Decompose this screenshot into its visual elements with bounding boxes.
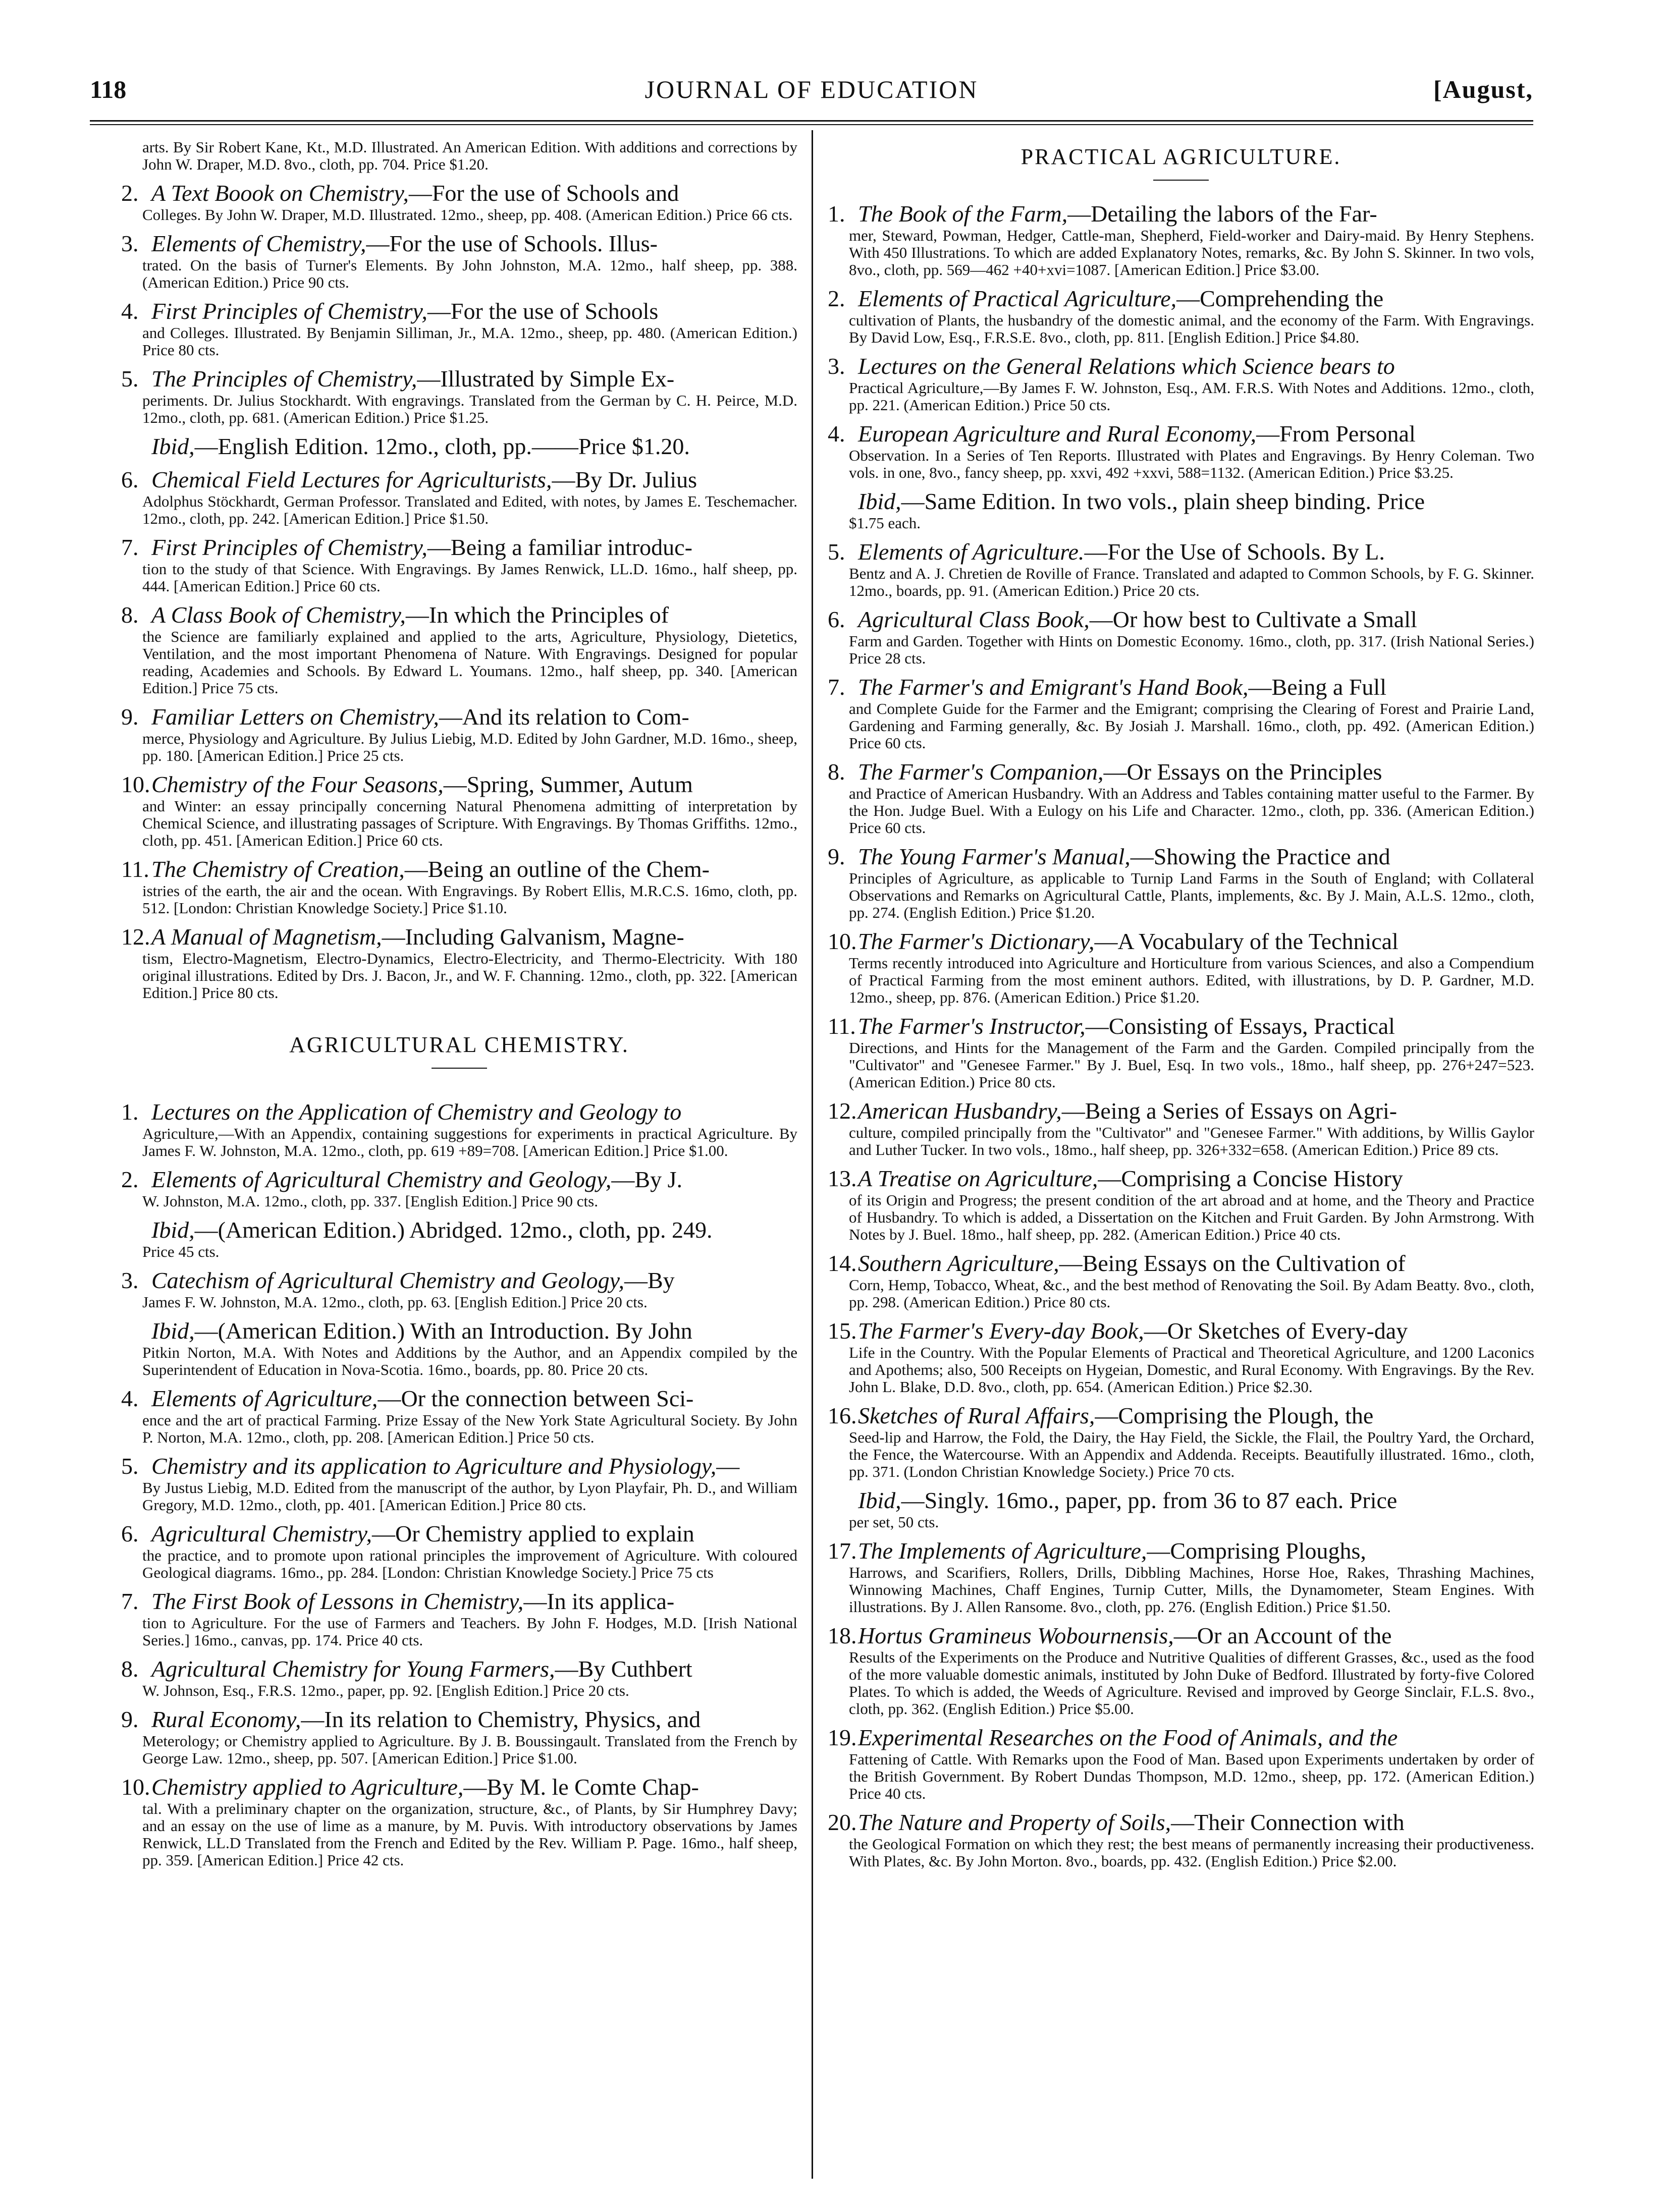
section-rule — [432, 1068, 487, 1069]
entry-number: 5. — [828, 539, 845, 565]
entry-title: First Principles of Chemistry, — [151, 534, 427, 560]
entry-headline — [828, 1403, 1534, 1429]
entry-title: The Farmer's Instructor, — [858, 1013, 1086, 1039]
book-entry — [828, 606, 1534, 667]
entry-title: The Farmer's and Emigrant's Hand Book, — [858, 674, 1249, 700]
entry-title: The Nature and Property of Soils, — [858, 1809, 1171, 1835]
book-entry — [121, 366, 797, 426]
book-entry — [121, 231, 797, 291]
entry-lead: —From Personal — [1256, 421, 1416, 447]
entry-detail: periments. Dr. Julius Stockhardt. With engravings. Translated from the German by C. H. Peirce, M.D. 12mo., cloth, pp. 681. (American Edition.) Price $1.25. — [142, 392, 797, 426]
book-entry — [121, 1521, 797, 1581]
entry-detail: trated. On the basis of Turner's Elements. By John Johnston, M.A. 12mo., half sheep, pp. 388. (American Edition.) Price 90 cts. — [142, 256, 797, 291]
entry-number: 19. — [828, 1725, 857, 1750]
entry-lead: —Comprising the Plough, the — [1095, 1403, 1374, 1428]
entry-headline — [828, 286, 1534, 312]
entry-title: Chemistry and its application to Agriculture and Physiology, — [151, 1453, 717, 1479]
entry-title: The Farmer's Dictionary, — [858, 928, 1095, 954]
book-entry — [828, 1725, 1534, 1802]
entry-lead: —Being Essays on the Cultivation of — [1059, 1250, 1406, 1276]
book-entry — [828, 1403, 1534, 1480]
entry-lead: —Comprising a Concise History — [1098, 1166, 1403, 1191]
entry-lead: —Detailing the labors of the Far- — [1067, 201, 1377, 227]
continued-entry: arts. By Sir Robert Kane, Kt., M.D. Illustrated. An American Edition. With additions and corrections by John W. Draper, M.D. 8vo., cloth, pp. 704. Price $1.20. — [142, 138, 797, 173]
entry-headline — [828, 606, 1534, 633]
header-rule — [90, 120, 1533, 122]
entry-title: Rural Economy, — [151, 1706, 301, 1732]
entry-title: Elements of Agriculture, — [151, 1386, 378, 1411]
entry-headline — [828, 1725, 1534, 1751]
entry-lead: —Or an Account of the — [1173, 1623, 1392, 1648]
entry-headline — [828, 928, 1534, 955]
entry-title: Hortus Gramineus Wobournensis, — [858, 1623, 1174, 1648]
entry-headline — [828, 1098, 1534, 1124]
entry-number: 7. — [121, 1588, 139, 1614]
entry-detail: Pitkin Norton, M.A. With Notes and Additions by the Author, and an Appendix compiled by the Superintendent of Education in Nova-Scotia. 16mo., boards, pp. 80. Price 20 cts. — [142, 1344, 797, 1378]
entry-lead: —(American Edition.) Abridged. 12mo., cloth, pp. 249. — [194, 1217, 713, 1243]
entry-headline — [828, 353, 1534, 379]
entry-number: 8. — [121, 602, 139, 628]
journal-title: JOURNAL OF EDUCATION — [644, 75, 979, 103]
entry-detail: Bentz and A. J. Chretien de Roville of France. Translated and adapted to Common Schools, by F. G. Skinner. 12mo., boards, pp. 91. (American Edition.) Price 20 cts. — [849, 565, 1534, 599]
page-header — [90, 75, 1533, 120]
book-entry — [121, 180, 797, 224]
entry-title: Agricultural Class Book, — [858, 606, 1090, 632]
agricultural-chemistry-list — [121, 1099, 797, 1869]
book-entry — [828, 539, 1534, 599]
entry-detail: tal. With a preliminary chapter on the organization, structure, &c., of Plants, by Sir Humphrey Davy; and an essay on the use of lime as a manure, by M. Puvis. With introductory observations by James Renwick, LL.D Translated from the French and Edited by the Rev. William P. Page. 16mo., half sheep, pp. 359. [American Edition.] Price 42 cts. — [142, 1800, 797, 1869]
book-entry — [828, 1487, 1534, 1531]
entry-lead: —Or Essays on the Principles — [1103, 759, 1382, 785]
entry-number: 18. — [828, 1623, 857, 1648]
entry-number: 2. — [828, 286, 845, 311]
entry-number: 3. — [828, 353, 845, 379]
entry-headline — [121, 180, 797, 206]
entry-headline — [121, 771, 797, 798]
entry-lead: —By — [624, 1267, 675, 1293]
entry-title: First Principles of Chemistry, — [151, 298, 427, 324]
entry-detail: Corn, Hemp, Tobacco, Wheat, &c., and the best method of Renovating the Soil. By Adam Beatty. 8vo., cloth, pp. 298. (American Edition.) Price 80 cts. — [849, 1276, 1534, 1311]
entry-number: 20. — [828, 1809, 857, 1835]
entry-headline — [828, 1538, 1534, 1564]
entry-detail: W. Johnson, Esq., F.R.S. 12mo., paper, pp. 92. [English Edition.] Price 20 cts. — [142, 1682, 629, 1699]
entry-lead: —For the use of Schools — [427, 298, 659, 324]
entry-title: Chemical Field Lectures for Agriculturists, — [151, 467, 552, 492]
entry-number: 7. — [121, 534, 139, 560]
entry-title: Familiar Letters on Chemistry, — [151, 704, 439, 730]
entry-detail: Colleges. By John W. Draper, M.D. Illustrated. 12mo., sheep, pp. 408. (American Edition.) Price 66 cts. — [142, 206, 793, 224]
entry-lead: —For the Use of Schools. By L. — [1084, 539, 1385, 565]
entry-number: 12. — [828, 1098, 857, 1124]
entry-title: European Agriculture and Rural Economy, — [858, 421, 1257, 447]
left-column — [121, 139, 797, 1876]
book-entry — [828, 421, 1534, 481]
entry-detail: and Colleges. Illustrated. By Benjamin Silliman, Jr., M.A. 12mo., sheep, pp. 480. (American Edition.) Price 80 cts. — [142, 324, 797, 359]
entry-lead: —Or Sketches of Every-day — [1144, 1318, 1408, 1344]
entry-number: 3. — [121, 1267, 139, 1293]
entry-lead: —By Dr. Julius — [552, 467, 697, 492]
book-entry — [121, 1167, 797, 1210]
entry-title: Southern Agriculture, — [858, 1250, 1059, 1276]
entry-detail: per set, 50 cts. — [849, 1513, 939, 1531]
entry-lead: —Or Chemistry applied to explain — [372, 1521, 694, 1546]
book-entry — [828, 674, 1534, 752]
entry-detail: of its Origin and Progress; the present condition of the art abroad and at home, and the Theory and Practice of Husbandry. To which is added, a Dissertation on the Kitchen and Fruit Garden. By John Armstrong. With Notes by J. Buel. 18mo., half sheep, pp. 282. (American Edition.) Price 40 cts. — [849, 1191, 1534, 1243]
entry-headline — [121, 298, 797, 324]
entry-headline — [121, 467, 797, 493]
entry-lead: —For the use of Schools. Illus- — [366, 231, 658, 256]
book-entry — [828, 1809, 1534, 1870]
entry-title: Chemistry applied to Agriculture, — [151, 1774, 464, 1800]
entry-number: 15. — [828, 1318, 857, 1344]
entry-detail: Harrows, and Scarifiers, Rollers, Drills, Dibbling Machines, Horse Hoe, Rakes, Thrashing Machines, Winnowing Machines, Chaff Engines, Turnip Cutter, Mills, the Dynamometer, Steam Engines. With illustrations. By J. Allen Ransome. 8vo., cloth, pp. 276. (English Edition.) Price $1.50. — [849, 1564, 1534, 1616]
entry-headline — [828, 674, 1534, 700]
entry-lead: —In which the Principles of — [405, 602, 669, 628]
entry-number: 6. — [121, 467, 139, 492]
book-entry — [828, 1623, 1534, 1718]
entry-headline — [121, 1774, 797, 1800]
entry-detail: Observation. In a Series of Ten Reports. Illustrated with Plates and Engravings. By Henry Coleman. Two vols. in one, 8vo., fancy sheep, pp. xxvi, 492 +xxvi, 588=1132. (American Edition.) Price $3.25. — [849, 447, 1534, 481]
entry-title: A Text Boook on Chemistry, — [151, 180, 409, 206]
entry-title: Chemistry of the Four Seasons, — [151, 771, 444, 797]
entry-title: Experimental Researches on the Food of Animals, and the — [858, 1725, 1398, 1750]
entry-number: 14. — [828, 1250, 857, 1276]
entry-number: 9. — [121, 704, 139, 730]
entry-number: 5. — [121, 366, 139, 392]
entry-title: Ibid, — [858, 1487, 901, 1513]
book-entry — [121, 1318, 797, 1378]
entry-number: 2. — [121, 180, 139, 206]
entry-headline — [828, 1487, 1534, 1514]
book-entry — [121, 602, 797, 697]
book-entry — [121, 1588, 797, 1649]
entry-lead: —Comprehending the — [1176, 286, 1384, 311]
entry-number: 8. — [828, 759, 845, 785]
entry-number: 8. — [121, 1656, 139, 1682]
book-entry — [121, 298, 797, 359]
entry-headline — [828, 488, 1534, 515]
entry-lead: —For the use of Schools and — [408, 180, 679, 206]
entry-number: 4. — [828, 421, 845, 447]
book-entry — [828, 1166, 1534, 1243]
book-entry — [828, 759, 1534, 837]
entry-lead: —By Cuthbert — [555, 1656, 692, 1682]
entry-detail: the practice, and to promote upon rational principles the improvement of Agriculture. With coloured Geological diagrams. 16mo., pp. 284. [London: Christian Knowledge Society.] Price 75 cts — [142, 1546, 797, 1581]
entry-detail: $1.75 each. — [849, 514, 921, 532]
entry-number: 4. — [121, 1386, 139, 1411]
entry-detail: James F. W. Johnston, M.A. 12mo., cloth, pp. 63. [English Edition.] Price 20 cts. — [142, 1293, 648, 1311]
book-entry — [121, 1217, 797, 1260]
book-entry — [121, 1386, 797, 1446]
entry-number: 7. — [828, 674, 845, 700]
entry-title: The Farmer's Every-day Book, — [858, 1318, 1144, 1344]
entry-lead: —In its applica- — [523, 1588, 675, 1614]
right-column — [828, 139, 1534, 1877]
book-entry — [121, 433, 797, 460]
entry-lead: —Consisting of Essays, Practical — [1085, 1013, 1395, 1039]
entry-headline — [828, 1318, 1534, 1344]
book-entry — [121, 467, 797, 527]
book-entry — [121, 1656, 797, 1699]
entry-title: The Farmer's Companion, — [858, 759, 1104, 785]
entry-number: 10. — [828, 928, 857, 954]
entry-lead: —Singly. 16mo., paper, pp. from 36 to 87 each. Price — [901, 1487, 1398, 1513]
entry-headline — [121, 366, 797, 392]
section-heading-agricultural-chemistry: AGRICULTURAL CHEMISTRY. — [289, 1032, 629, 1057]
book-entry — [121, 771, 797, 849]
entry-title: The Young Farmer's Manual, — [858, 844, 1131, 869]
entry-detail: W. Johnston, M.A. 12mo., cloth, pp. 337. [English Edition.] Price 90 cts. — [142, 1192, 598, 1210]
entry-detail: and Practice of American Husbandry. With an Address and Tables containing matter useful to the Farmer. By the Hon. Judge Buel. With a Eulogy on his Life and Character. 12mo., cloth, pp. 336. (American Edition.) Price 60 cts. — [849, 785, 1534, 837]
entry-lead: —Being a familiar introduc- — [427, 534, 692, 560]
entry-headline — [121, 1167, 797, 1193]
entry-lead: —By J. — [611, 1167, 682, 1192]
book-entry — [828, 353, 1534, 414]
entry-lead: — — [716, 1453, 740, 1479]
entry-title: The Chemistry of Creation, — [151, 856, 405, 882]
entry-title: The Principles of Chemistry, — [151, 366, 417, 392]
entry-detail: Farm and Garden. Together with Hints on Domestic Economy. 16mo., cloth, pp. 317. (Irish National Series.) Price 28 cts. — [849, 632, 1534, 667]
book-entry — [121, 534, 797, 595]
entry-number: 16. — [828, 1403, 857, 1428]
entry-detail: Price 45 cts. — [142, 1243, 220, 1260]
entry-number: 1. — [121, 1099, 139, 1125]
entry-detail: tion to the study of that Science. With Engravings. By James Renwick, LL.D. 16mo., half sheep, pp. 444. [American Edition.] Price 60 cts. — [142, 560, 797, 595]
entry-number: 2. — [121, 1167, 139, 1192]
entry-title: A Treatise on Agriculture, — [858, 1166, 1098, 1191]
entry-title: Sketches of Rural Affairs, — [858, 1403, 1095, 1428]
entry-number: 4. — [121, 298, 139, 324]
entry-lead: —Being a Series of Essays on Agri- — [1061, 1098, 1398, 1124]
entry-headline — [121, 1706, 797, 1733]
entry-number: 11. — [828, 1013, 856, 1039]
book-entry — [121, 1099, 797, 1159]
entry-detail: Directions, and Hints for the Management of the Farm and the Garden. Compiled principally from the "Cultivator" and "Genesee Farmer." By J. Buel, Esq. In two vols., 18mo., half sheep, pp. 276+247=523. (American Edition.) Price 80 cts. — [849, 1039, 1534, 1091]
entry-title: Lectures on the Application of Chemistry and Geology to — [151, 1099, 682, 1125]
entry-lead: —Being an outline of the Chem- — [404, 856, 710, 882]
entry-number: 3. — [121, 231, 139, 256]
entry-detail: By Justus Liebig, M.D. Edited from the manuscript of the author, by Lyon Playfair, Ph. D., and William Gregory, M.D. 12mo., cloth, pp. 401. [American Edition.] Price 80 cts. — [142, 1479, 797, 1514]
entry-title: Lectures on the General Relations which Science bears to — [858, 353, 1395, 379]
entry-detail: Results of the Experiments on the Produce and Nutritive Qualities of different Grasses, &c., used as the food of the more valuable domestic animals, instituted by John Duke of Bedford. Illustrated by forty-five Colored Plates. To which is added, the Weeds of Agriculture. Revised and improved by George Sinclair, F.L.S. 8vo., cloth, pp. 362. (English Edition.) Price $5.00. — [849, 1648, 1534, 1718]
entry-headline — [121, 704, 797, 730]
entry-number: 6. — [828, 606, 845, 632]
entry-detail: istries of the earth, the air and the ocean. With Engravings. By Robert Ellis, M.R.C.S. 16mo, cloth, pp. 512. [London: Christian Knowledge Society.] Price $1.10. — [142, 882, 797, 917]
entry-detail: the Science are familiarly explained and applied to the arts, Agriculture, Physiology, Dietetics, Ventilation, and the most important Phenomena of Nature. With Engravings. Designed for popular reading, Academies and Schools. By Edward L. Youmans. 12mo., half sheep, pp. 340. [American Edition.] Price 75 cts. — [142, 628, 797, 697]
entry-title: Ibid, — [858, 488, 901, 514]
entry-lead: —By M. le Comte Chap- — [463, 1774, 699, 1800]
entry-number: 1. — [828, 201, 845, 227]
entry-lead: —Being a Full — [1248, 674, 1386, 700]
book-entry — [121, 704, 797, 764]
entry-number: 11. — [121, 856, 149, 882]
entry-detail: Adolphus Stöckhardt, German Professor. Translated and Edited, with notes, by James E. Teschemacher. 12mo., cloth, pp. 242. [American Edition.] Price $1.50. — [142, 492, 797, 527]
entry-title: Elements of Agriculture. — [858, 539, 1085, 565]
entry-lead: —A Vocabulary of the Technical — [1094, 928, 1399, 954]
entry-detail: the Geological Formation on which they rest; the best means of permanently increasing their productiveness. With Plates, &c. By John Morton. 8vo., boards, pp. 432. (English Edition.) Price $2.00. — [849, 1835, 1534, 1870]
entry-lead: —English Edition. 12mo., cloth, pp.——Price $1.20. — [194, 433, 690, 459]
entry-title: The Implements of Agriculture, — [858, 1538, 1147, 1564]
entry-headline — [121, 1217, 797, 1243]
entry-detail: Fattening of Cattle. With Remarks upon the Food of Man. Based upon Experiments undertaken by order of the British Government. By Robert Dundas Thompson, M.D. 12mo., sheep, pp. 172. (American Edition.) Price 40 cts. — [849, 1750, 1534, 1802]
book-entry — [828, 1250, 1534, 1311]
entry-lead: —Or how best to Cultivate a Small — [1089, 606, 1417, 632]
entry-number: 12. — [121, 924, 150, 950]
entry-detail: and Complete Guide for the Farmer and the Emigrant; comprising the Clearing of Forest and Prairie Land, Gardening and Farming generally, &c. By Josiah J. Marshall. 16mo., cloth, pp. 492. (American Edition.) Price 60 cts. — [849, 700, 1534, 752]
entry-number: 5. — [121, 1453, 139, 1479]
entry-number: 17. — [828, 1538, 857, 1564]
entry-title: Agricultural Chemistry for Young Farmers, — [151, 1656, 555, 1682]
entry-number: 10. — [121, 771, 150, 797]
entry-title: Ibid, — [151, 1217, 195, 1243]
entry-title: The Book of the Farm, — [858, 201, 1068, 227]
book-entry — [828, 1538, 1534, 1616]
entry-headline — [828, 844, 1534, 870]
entry-headline — [121, 231, 797, 257]
entry-lead: —In its relation to Chemistry, Physics, and — [301, 1706, 701, 1732]
entry-lead: —Or the connection between Sci- — [378, 1386, 694, 1411]
entry-detail: merce, Physiology and Agriculture. By Julius Liebig, M.D. Edited by John Gardner, M.D. 16mo., sheep, pp. 180. [American Edition.] Price 25 cts. — [142, 730, 797, 764]
entry-detail: Meterology; or Chemistry applied to Agriculture. By J. B. Boussingault. Translated from the French by George Law. 12mo., sheep, pp. 507. [American Edition.] Price $1.00. — [142, 1732, 797, 1767]
book-entry — [121, 1453, 797, 1514]
entry-lead: —Illustrated by Simple Ex- — [417, 366, 675, 392]
entry-detail: Seed-lip and Harrow, the Fold, the Dairy, the Hay Field, the Sickle, the Flail, the Poultry Yard, the Orchard, the Fence, the Watercourse. With an Appendix and Addenda. Receipts. Beautifully illustrated. 16mo., cloth, pp. 371. (London Christian Knowledge Society.) Price 70 cts. — [849, 1428, 1534, 1480]
entry-headline — [828, 1250, 1534, 1277]
entry-headline — [121, 1453, 797, 1479]
entry-headline — [828, 1166, 1534, 1192]
section-rule — [1153, 180, 1209, 181]
entry-headline — [121, 1318, 797, 1344]
entry-title: Elements of Practical Agriculture, — [858, 286, 1177, 311]
entry-headline — [828, 539, 1534, 565]
book-entry — [121, 1267, 797, 1311]
entry-title: The First Book of Lessons in Chemistry, — [151, 1588, 524, 1614]
issue-month: [August, — [1433, 75, 1533, 103]
entry-lead: —(American Edition.) With an Introduction. By John — [194, 1318, 692, 1344]
entry-number: 9. — [121, 1706, 139, 1732]
entry-headline — [121, 1099, 797, 1125]
book-entry — [828, 1098, 1534, 1158]
entry-title: A Manual of Magnetism, — [151, 924, 382, 950]
entry-headline — [121, 534, 797, 561]
book-entry — [121, 1706, 797, 1767]
entry-number: 6. — [121, 1521, 139, 1546]
entry-headline — [121, 1386, 797, 1412]
entry-title: Ibid, — [151, 1318, 195, 1344]
book-entry — [828, 286, 1534, 346]
entry-detail: Agriculture,—With an Appendix, containing suggestions for experiments in practical Agriculture. By James F. W. Johnston, M.A. 12mo., cloth, pp. 619 +89=708. [American Edition.] Price $1.00. — [142, 1125, 797, 1159]
entry-headline — [121, 1656, 797, 1682]
entry-detail: Practical Agriculture,—By James F. W. Johnston, Esq., AM. F.R.S. With Notes and Additions. 12mo., cloth, pp. 221. (American Edition.) Price 50 cts. — [849, 379, 1534, 414]
entry-title: A Class Book of Chemistry, — [151, 602, 406, 628]
entry-detail: tion to Agriculture. For the use of Farmers and Teachers. By John F. Hodges, M.D. [Irish National Series.] 16mo., canvas, pp. 174. Price 40 cts. — [142, 1614, 797, 1649]
entry-detail: and Winter: an essay principally concerning Natural Phenomena admitting of interpretation by Chemical Science, and illustrating passages of Scripture. With Engravings. By Thomas Griffiths. 12mo., cloth, pp. 451. [American Edition.] Price 60 cts. — [142, 797, 797, 849]
entry-title: Catechism of Agricultural Chemistry and Geology, — [151, 1267, 624, 1293]
book-entry — [828, 844, 1534, 921]
entry-number: 13. — [828, 1166, 857, 1191]
entry-headline — [828, 1623, 1534, 1649]
book-entry — [828, 928, 1534, 1006]
entry-lead: —Their Connection with — [1171, 1809, 1405, 1835]
section-heading-practical-agriculture: PRACTICAL AGRICULTURE. — [1020, 144, 1341, 169]
entry-headline — [121, 602, 797, 628]
entry-lead: —Showing the Practice and — [1130, 844, 1390, 869]
entry-headline — [828, 1013, 1534, 1039]
entry-headline — [121, 433, 797, 460]
book-entry — [828, 1318, 1534, 1396]
column-divider — [812, 130, 813, 2179]
entry-detail: Principles of Agriculture, as applicable to Turnip Land Farms in the South of England; with Collateral Observations and Remarks on Agricultural Cattle, Plants, implements, &c. By J. Main, A.L.S. 12mo., cloth, pp. 274. (English Edition.) Price $1.20. — [849, 869, 1534, 921]
entry-number: 10. — [121, 1774, 150, 1800]
entry-title: Ibid, — [151, 433, 195, 459]
entry-headline — [121, 1521, 797, 1547]
entry-lead: —Comprising Ploughs, — [1147, 1538, 1366, 1564]
entry-title: Elements of Agricultural Chemistry and Geology, — [151, 1167, 612, 1192]
entry-headline — [828, 1809, 1534, 1836]
entry-detail: Life in the Country. With the Popular Elements of Practical and Theoretical Agriculture, and 1200 Laconics and Apothems; also, 500 Receipts on Hygeian, Domestic, and Rural Economy. With Engravings. By the Rev. John L. Blake, D.D. 8vo., cloth, pp. 654. (American Edition.) Price $2.30. — [849, 1344, 1534, 1396]
entry-detail: Terms recently introduced into Agriculture and Horticulture from various Sciences, and also a Compendium of Practical Farming from the most eminent authors. Edited, with illustrations, by D. P. Gardner, M.D. 12mo., sheep, pp. 876. (American Edition.) Price $1.20. — [849, 954, 1534, 1006]
entry-number: 9. — [828, 844, 845, 869]
book-entry — [121, 924, 797, 1002]
book-entry — [121, 1774, 797, 1869]
entry-headline — [121, 1267, 797, 1294]
book-entry — [121, 856, 797, 917]
entry-detail: ence and the art of practical Farming. Prize Essay of the New York State Agricultural Society. By John P. Norton, M.A. 12mo., cloth, pp. 208. [American Edition.] Price 50 cts. — [142, 1411, 797, 1446]
entry-headline — [121, 856, 797, 882]
entry-detail: culture, compiled principally from the "Cultivator" and "Genesee Farmer." With additions, by Willis Gaylor and Luther Tucker. In two vols., 18mo., half sheep, pp. 326+332=658. (American Edition.) Price 89 cts. — [849, 1124, 1534, 1158]
entry-headline — [121, 1588, 797, 1615]
entry-detail: mer, Steward, Powman, Hedger, Cattle-man, Shepherd, Field-worker and Dairy-maid. By Henry Stephens. With 450 Illustrations. To which are added Explanatory Notes, remarks, &c. By John S. Skinner. In two vols, 8vo., cloth, pp. 569—462 +40+xvi=1087. [American Edition.] Price $3.00. — [849, 227, 1534, 279]
entry-headline — [828, 421, 1534, 447]
entry-title: American Husbandry, — [858, 1098, 1062, 1124]
left-entry-list — [121, 180, 797, 1002]
entry-lead: —Spring, Summer, Autum — [443, 771, 693, 797]
entry-lead: —Including Galvanism, Magne- — [382, 924, 684, 950]
entry-detail: cultivation of Plants, the husbandry of the domestic animal, and the economy of the Farm. With Engravings. By David Low, Esq., F.R.S.E. 8vo., cloth, pp. 811. [English Edition.] Price $4.80. — [849, 311, 1534, 346]
entry-lead: —Same Edition. In two vols., plain sheep binding. Price — [901, 488, 1425, 514]
book-entry — [828, 488, 1534, 532]
entry-lead: —And its relation to Com- — [439, 704, 689, 730]
header-rule-thin — [90, 124, 1533, 125]
book-entry — [828, 201, 1534, 279]
practical-agriculture-list — [828, 201, 1534, 1870]
entry-headline — [828, 759, 1534, 785]
entry-title: Elements of Chemistry, — [151, 231, 366, 256]
page-number: 118 — [90, 75, 127, 103]
entry-headline — [121, 924, 797, 950]
entry-detail: tism, Electro-Magnetism, Electro-Dynamics, Electro-Electricity, and Thermo-Electricity. With 180 original illustrations. Edited by Drs. J. Bacon, Jr., and W. F. Channing. 12mo., cloth, pp. 322. [American Edition.] Price 80 cts. — [142, 950, 797, 1002]
book-entry — [828, 1013, 1534, 1091]
entry-headline — [828, 201, 1534, 227]
entry-title: Agricultural Chemistry, — [151, 1521, 372, 1546]
